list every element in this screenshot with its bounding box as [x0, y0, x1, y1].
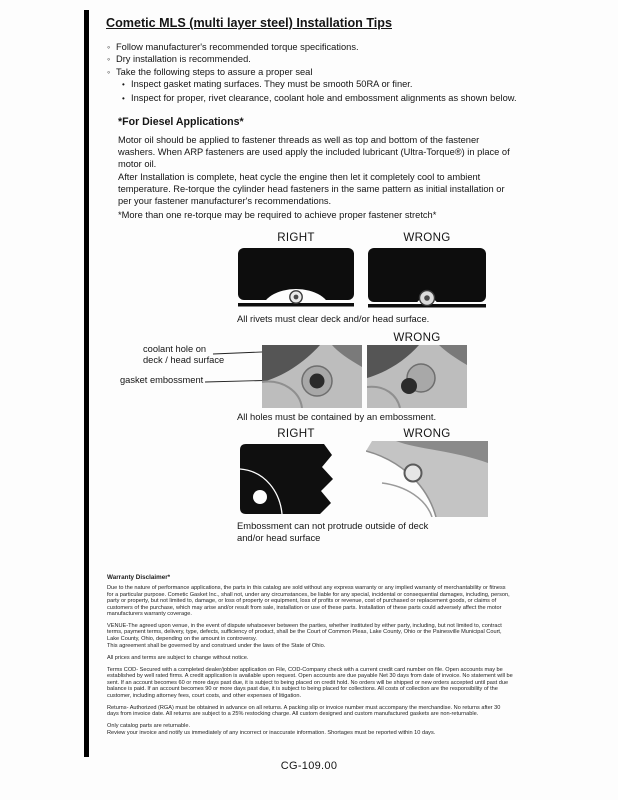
bullet-marker-icon	[122, 92, 131, 105]
row1-wrong-label: WRONG	[403, 231, 451, 244]
diesel-paragraph-1: Motor oil should be applied to fastener threads as well as top and bottom of the fastener washers. When ARP fasteners are used apply the included lubricant (Ultra-Torque®) in place of motor oil.	[118, 135, 510, 170]
warranty-disclaimer	[107, 575, 513, 742]
bolt-hole	[405, 465, 422, 482]
warranty-paragraph: Review your invoice and notify us immediately of any incorrect or inaccurate information. Shortages must be reported within 10 days.	[107, 730, 436, 737]
page-spine-bar	[84, 10, 89, 757]
list-item	[122, 92, 537, 105]
warranty-paragraph: Only catalog parts are returnable.	[107, 722, 191, 729]
rivet-wrong-illustration	[366, 246, 488, 310]
bolt-hole	[253, 490, 267, 504]
warranty-paragraph: All prices and terms are subject to change without notice.	[107, 655, 249, 662]
row2-caption: All holes must be contained by an embossment.	[237, 411, 437, 422]
coolant-hole-callout: coolant hole on deck / head surface	[143, 344, 225, 365]
gasket-embossment-callout: gasket embossment	[120, 375, 204, 385]
page-title: Cometic MLS (multi layer steel) Installation Tips	[106, 16, 392, 30]
tip-text: Follow manufacturer's recommended torque specifications.	[116, 42, 359, 52]
tip-text: Take the following steps to assure a proper seal	[116, 66, 313, 77]
list-item	[122, 78, 537, 91]
tip-text: Dry installation is recommended.	[116, 54, 251, 65]
row2-wrong-label: WRONG	[393, 331, 441, 344]
protrusion-wrong-illustration	[366, 441, 488, 517]
protrusion-right-illustration	[236, 441, 356, 517]
rivet-right-illustration	[236, 246, 356, 310]
protrusion-right-image	[236, 441, 356, 517]
row1-caption: All rivets must clear deck and/or head surface.	[237, 313, 430, 324]
warranty-paragraph: This agreement shall be governed by and construed under the laws of the State of Ohio.	[107, 643, 326, 650]
coolant-hole	[401, 378, 417, 394]
list-item	[107, 66, 537, 78]
diesel-paragraph-2: After Installation is complete, heat cycle the engine then let it completely cool to ambient temperature. Re-torque the cylinder head fasteners in the same pattern as initial installation or per your fastener manufacturer's recommendations.	[118, 172, 505, 207]
rivet-clearance-wrong-image	[366, 246, 488, 310]
list-item	[107, 41, 537, 53]
row3-right-label: RIGHT	[277, 427, 315, 440]
embossment-right-illustration	[262, 345, 362, 408]
diesel-applications-heading: *For Diesel Applications*	[118, 116, 244, 128]
protrusion-wrong-image	[366, 441, 488, 517]
embossment-right-image	[262, 345, 362, 408]
warranty-paragraph: VENUE-The agreed upon venue, in the event of dispute whatsoever between the parties, whether instituted by either party, including, but not limited to, contract terms, payment terms, delivery, type, defects, sufficiency of product, shall be the Court of Common Pleas, Lake County, Ohio or the Painesville Municipal Court, Lake County, Ohio, depending on the amount in controversy.	[107, 622, 502, 642]
retorque-note: *More than one re-torque may be required to achieve proper fastener stretch*	[118, 210, 437, 220]
tip-text: Inspect for proper, rivet clearance, coolant hole and embossment alignments as shown below.	[131, 92, 517, 103]
bullet-marker-icon	[107, 66, 116, 78]
bullet-marker-icon	[122, 78, 131, 91]
bullet-marker-icon	[107, 53, 116, 65]
warranty-paragraph: Returns- Authorized (RGA) must be obtained in advance on all returns. A packing slip or invoice number must accompany the merchandise. No returns after 30 days from invoice date. All returns are subject to a 25% restocking charge. All custom designed and custom manufactured gaskets are non-returnable.	[107, 704, 501, 717]
embossment-wrong-image	[367, 345, 467, 408]
bullet-marker-icon	[107, 41, 116, 53]
coolant-hole	[310, 374, 325, 389]
list-item	[107, 53, 537, 65]
tips-list	[107, 41, 537, 105]
row1-right-label: RIGHT	[277, 231, 315, 244]
tip-text: Inspect gasket mating surfaces. They must be smooth 50RA or finer.	[131, 79, 413, 90]
page-number: CG-109.00	[280, 760, 338, 772]
rivet-clearance-right-image	[236, 246, 356, 310]
row3-caption: Embossment can not protrude outside of deck and/or head surface	[237, 520, 429, 543]
warranty-paragraph: Terms COD- Secured with a completed dealer/jobber application on File, COD-Company check with a current credit card number on file. Open accounts may be established by well rated firms. A credit application is available upon request. Open accounts are due payable Net 30 days from date of invoice. No statement will be sent. If an account becomes 60 or more days past due, it is subject to being placed on credit hold. No orders will be shipped or new orders accepted until past due balance is paid. If an account becomes 90 or more days past due, it is subject to being placed for collections. All costs of collection are the responsibility of the customer, including attorney fees, court costs, and other expenses of litigation.	[107, 666, 513, 699]
warranty-heading: Warranty Disclaimer*	[107, 574, 171, 581]
row3-wrong-label: WRONG	[403, 427, 451, 440]
warranty-paragraph: Due to the nature of performance applications, the parts in this catalog are sold without any express warranty or any implied warranty of merchantability or fitness for a particular purpose. Cometic Gasket Inc., shall not, under any circumstances, be liable for any special, incidental or consequential damages, including, person, party or property, but not limited to, damage, or loss of property or equipment, loss of profits or revenue, cost of purchased or replacement goods, or claims of customers of the purchase, which may arise and/or result from sale, installation or use of these parts. Installation of these parts could adversely affect the motor manufacturers warranty coverage.	[107, 585, 510, 618]
embossment-wrong-illustration	[367, 345, 467, 408]
